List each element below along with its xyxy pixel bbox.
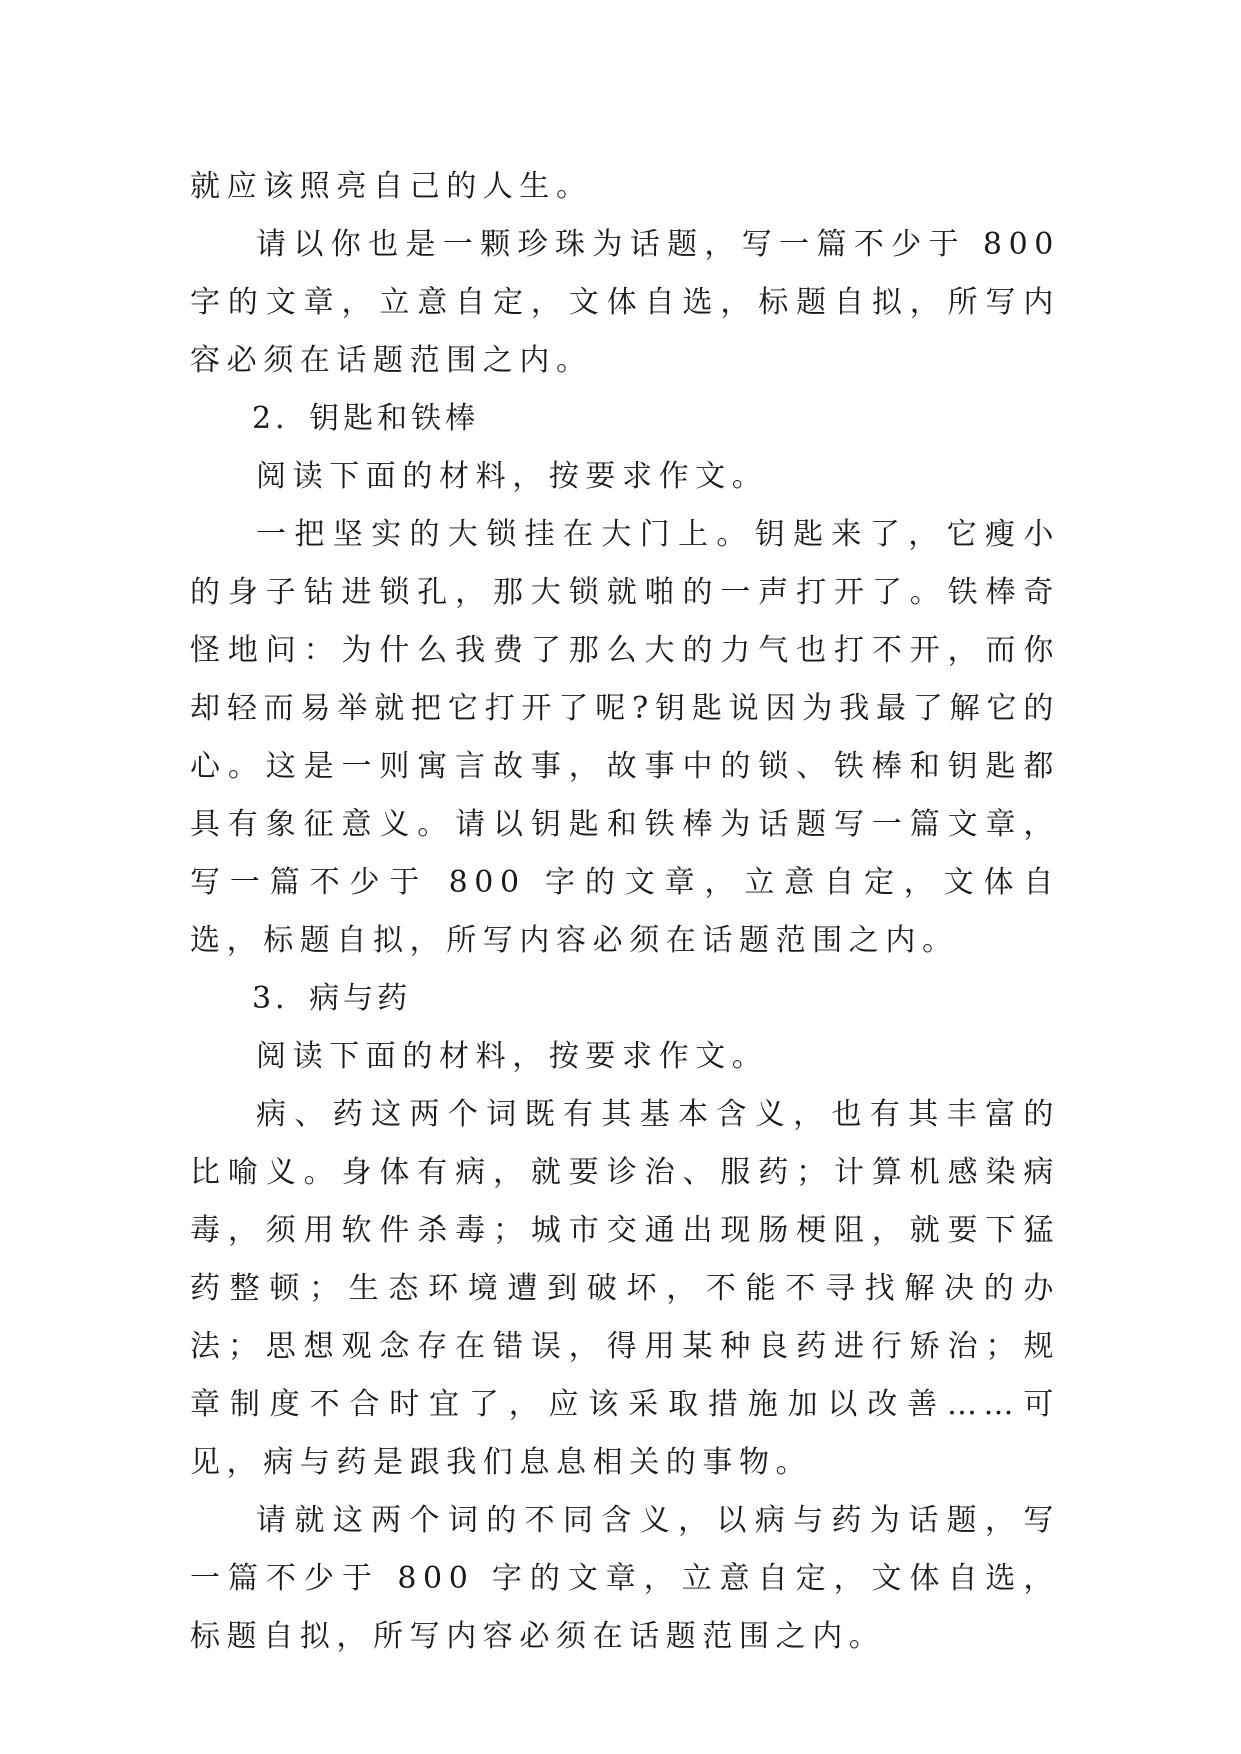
- paragraph-instruction: 阅读下面的材料，按要求作文。: [256, 1039, 769, 1074]
- paragraph-instruction: 阅读下面的材料，按要求作文。: [256, 459, 769, 494]
- paragraph-key-story: 一把坚实的大锁挂在大门上。钥匙来了，它瘦小的身子钻进锁孔，那大锁就啪的一声打开了。铁棒奇怪地问：为什么我费了那么大的力气也打不开，而你却轻而易举就把它打开了呢?钥匙说因为我最了解它的心。这是一则寓言故事，故事中的锁、铁棒和钥匙都具有象征意义。请以钥匙和铁棒为话题写一篇文章，写一篇不少于 800 字的文章，立意自定，文体自选，标题自拟，所写内容必须在话题范围之内。: [190, 517, 1060, 958]
- section-heading-key-and-iron-rod: 2．钥匙和铁棒: [252, 401, 480, 436]
- paragraph-continuation: 就应该照亮自己的人生。: [190, 169, 593, 204]
- paragraph-prompt-illness: 请就这两个词的不同含义，以病与药为话题，写一篇不少于 800 字的文章，立意自定，文体自选，标题自拟，所写内容必须在话题范围之内。: [190, 1503, 1060, 1654]
- document-body: [190, 158, 1060, 1666]
- section-heading-illness-and-medicine: 3．病与药: [252, 981, 412, 1016]
- paragraph-illness-material: 病、药这两个词既有其基本含义，也有其丰富的比喻义。身体有病，就要诊治、服药；计算机感染病毒，须用软件杀毒；城市交通出现肠梗阻，就要下猛药整顿；生态环境遭到破坏，不能不寻找解决的办法；思想观念存在错误，得用某种良药进行矫治；规章制度不合时宜了，应该采取措施加以改善……可见，病与药是跟我们息息相关的事物。: [190, 1097, 1060, 1480]
- paragraph-prompt-pearl: 请以你也是一颗珍珠为话题，写一篇不少于 800 字的文章，立意自定，文体自选，标题自拟，所写内容必须在话题范围之内。: [190, 227, 1060, 378]
